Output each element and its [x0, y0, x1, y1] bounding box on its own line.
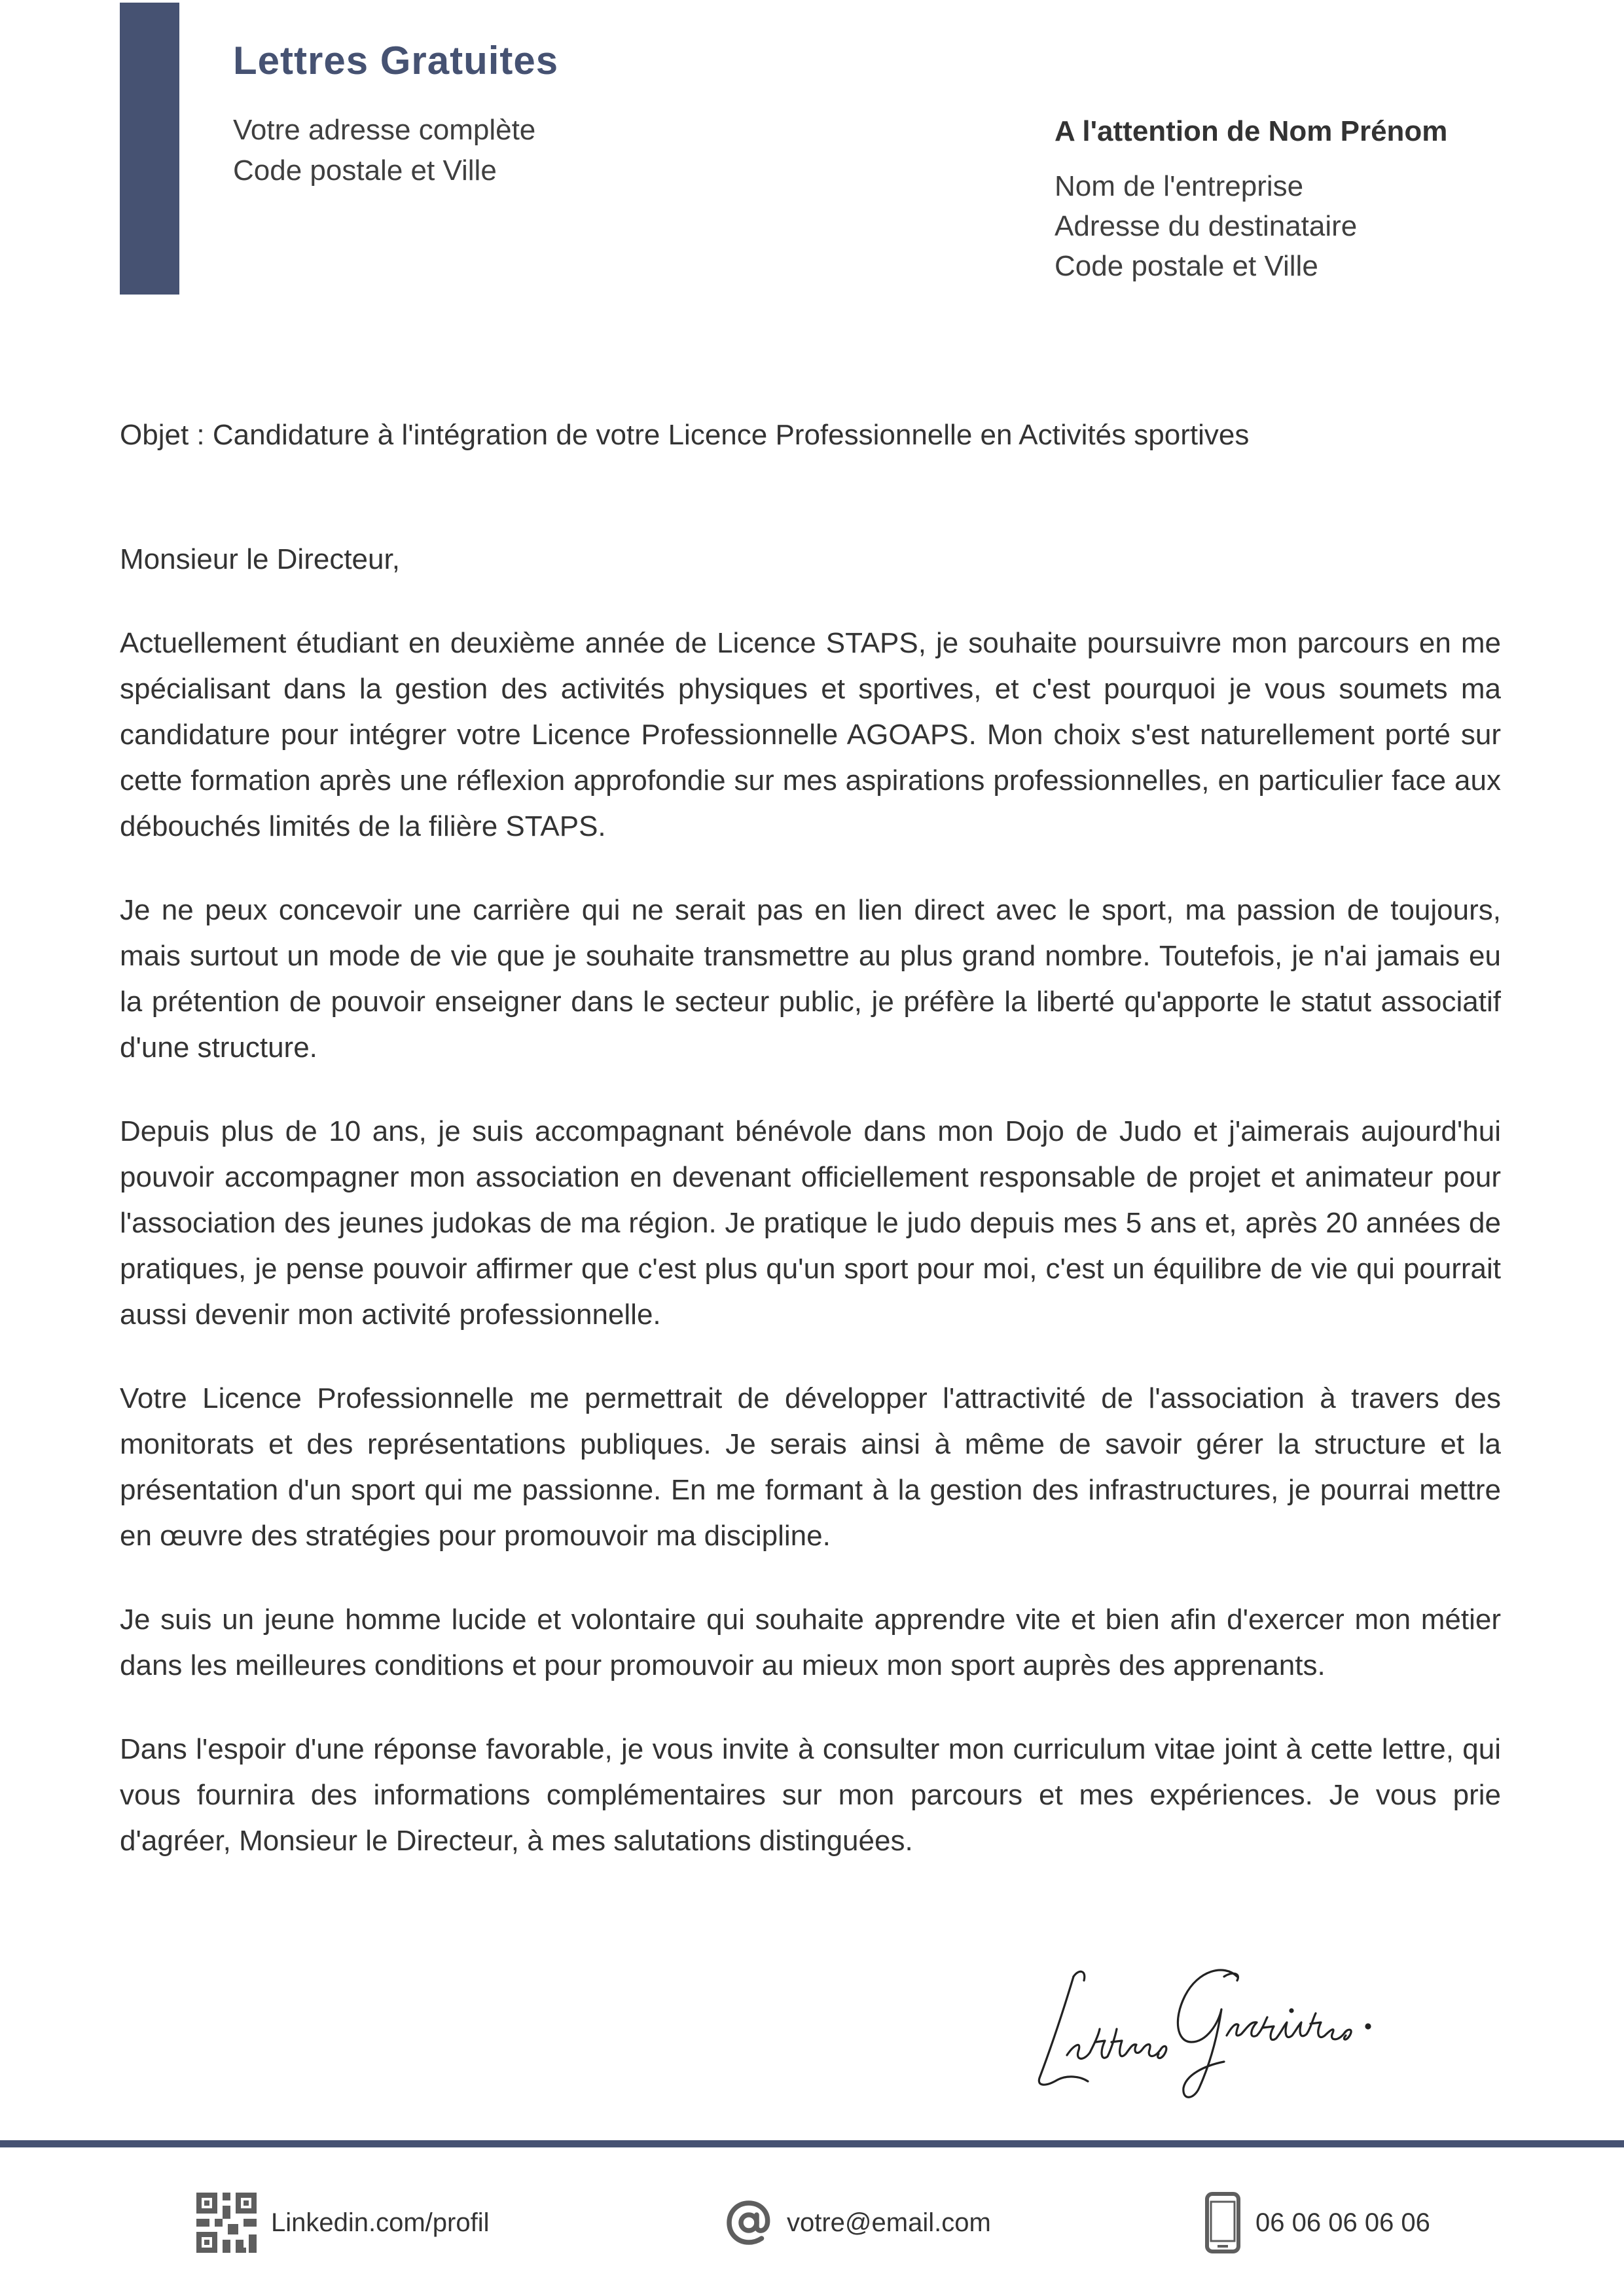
letter-subject: Objet : Candidature à l'intégration de votre Licence Professionnelle en Activités sportives [120, 419, 1250, 451]
letter-paragraph: Actuellement étudiant en deuxième année de Licence STAPS, je souhaite poursuivre mon parcours en me spécialisant dans la gestion des activités physiques et sportives, et c'est pourquoi je vous soumets ma candidature pour intégrer votre Licence Professionnelle AGOAPS. Mon choix s'est naturellement porté sur cette formation après une réflexion approfondie sur mes aspirations professionnelles, en particulier face aux débouchés limités de la filière STAPS. [120, 627, 1501, 842]
letter-paragraph: Votre Licence Professionnelle me permettrait de développer l'attractivité de l'association à travers des monitorats et des représentations publiques. Je serais ainsi à même de savoir gérer la structure et la présentation d'un sport qui me passionne. En me formant à la gestion des infrastructures, je pourrai mettre en œuvre des stratégies pour promouvoir ma discipline. [120, 1382, 1501, 1552]
sender-name: Lettres Gratuites [233, 39, 559, 82]
footer-email-text: votre@email.com [787, 2208, 991, 2237]
sender-address-line: Votre adresse complète [233, 114, 536, 146]
footer-divider [0, 2140, 1624, 2147]
recipient-block [1055, 111, 1447, 286]
header-accent-bar [120, 3, 179, 295]
sender-city-line: Code postale et Ville [233, 154, 497, 187]
qr-code-icon [196, 2193, 257, 2253]
recipient-city: Code postale et Ville [1055, 250, 1318, 282]
footer-phone-text: 06 06 06 06 06 [1255, 2208, 1430, 2237]
footer-linkedin-text: Linkedin.com/profil [271, 2208, 490, 2237]
recipient-address: Adresse du destinataire [1055, 210, 1358, 242]
handwritten-signature [1028, 1937, 1420, 2108]
footer-email [725, 2191, 991, 2254]
letter-paragraph: Je suis un jeune homme lucide et volontaire qui souhaite apprendre vite et bien afin d'exercer mon métier dans les meilleures conditions et pour promouvoir au mieux mon sport auprès des apprenants. [120, 1604, 1501, 1681]
footer-linkedin [196, 2191, 490, 2254]
smartphone-icon [1204, 2191, 1241, 2254]
letter-body [120, 537, 1501, 1902]
recipient-company: Nom de l'entreprise [1055, 170, 1304, 202]
letter-paragraph: Depuis plus de 10 ans, je suis accompagnant bénévole dans mon Dojo de Judo et j'aimerais aujourd'hui pouvoir accompagner mon association en devenant officiellement responsable de projet et animateur pour l'association des jeunes judokas de ma région. Je pratique le judo depuis mes 5 ans et, après 20 années de pratiques, je pense pouvoir affirmer que c'est plus qu'un sport pour moi, c'est un équilibre de vie qui pourrait aussi devenir mon activité professionnelle. [120, 1115, 1501, 1331]
letter-greeting: Monsieur le Directeur, [120, 543, 400, 575]
letter-paragraph: Je ne peux concevoir une carrière qui ne serait pas en lien direct avec le sport, ma passion de toujours, mais surtout un mode de vie que je souhaite transmettre au plus grand nombre. Toutefois, je n'ai jamais eu la prétention de pouvoir enseigner dans le secteur public, je préfère la liberté qu'apporte le statut associatif d'une structure. [120, 894, 1501, 1064]
at-sign-icon [725, 2199, 772, 2246]
letter-paragraph: Dans l'espoir d'une réponse favorable, je vous invite à consulter mon curriculum vitae joint à cette lettre, qui vous fournira des informations complémentaires sur mon parcours et mes expériences. Je vous prie d'agréer, Monsieur le Directeur, à mes salutations distinguées. [120, 1733, 1501, 1857]
sender-address [233, 110, 535, 191]
recipient-attention: A l'attention de Nom Prénom [1055, 115, 1448, 147]
footer-phone [1204, 2191, 1430, 2254]
